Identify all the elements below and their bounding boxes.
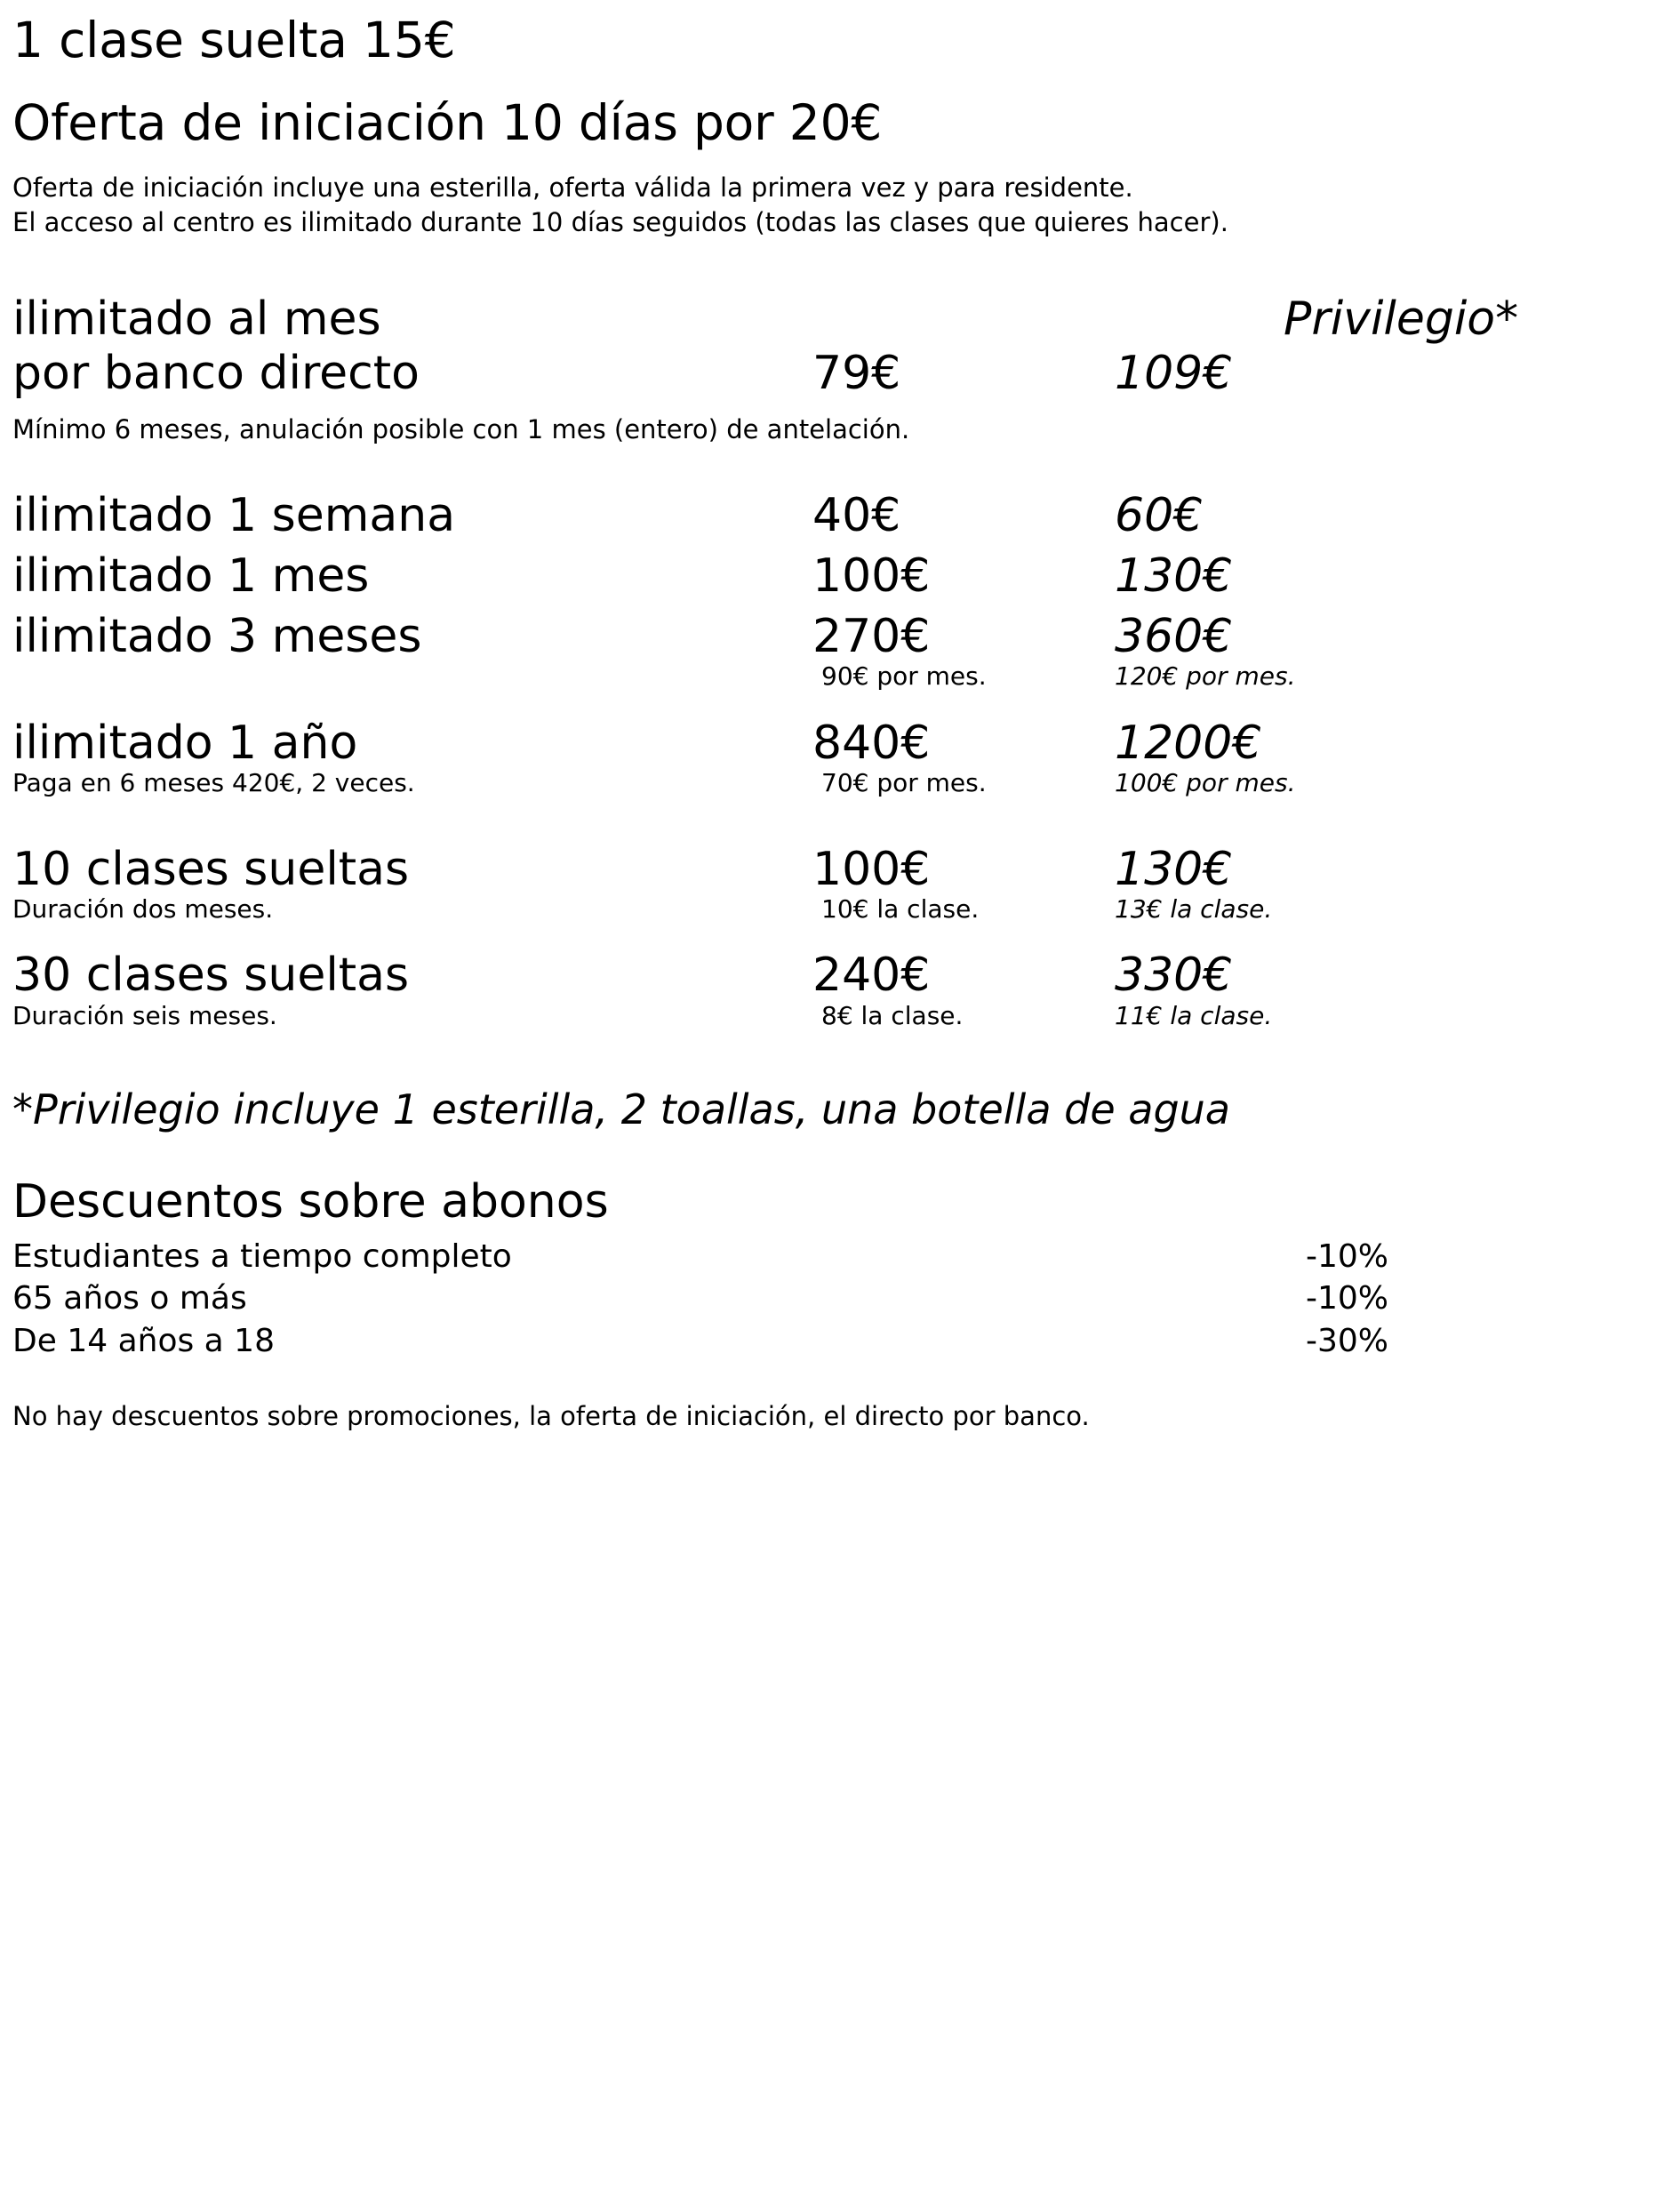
- monthly-plan-title-line2: por banco directo: [12, 347, 420, 401]
- discount-value: -10%: [1306, 1237, 1389, 1275]
- pack-label: 30 clases sueltas: [12, 949, 410, 1003]
- class-packs-table: [12, 842, 1644, 1031]
- table-row: [12, 718, 1644, 768]
- table-subrow: [12, 661, 1644, 692]
- plan-privilege-price: 360€: [1115, 610, 1233, 664]
- discounts-footnote: No hay descuentos sobre promociones, la oferta de iniciación, el directo por banco.: [12, 1401, 1090, 1432]
- monthly-plan-header-row: [12, 292, 1644, 347]
- intro-offer-note-line2: El acceso al centro es ilimitado durante 10 días seguidos (todas las clases que quieres hacer).: [12, 206, 1228, 237]
- spacer: [12, 444, 1644, 491]
- plan-price: 270€: [812, 610, 931, 664]
- plan-label: ilimitado 1 semana: [12, 488, 456, 542]
- table-row: [12, 1236, 1644, 1278]
- privilege-footnote: *Privilegio incluye 1 esterilla, 2 toallas, una botella de agua: [12, 1085, 1230, 1134]
- monthly-plan-privilege-price: 109€: [1115, 347, 1233, 401]
- privilege-column-header-cell: [812, 292, 1644, 346]
- table-row: [12, 1320, 1644, 1363]
- discount-value: -10%: [1306, 1280, 1389, 1317]
- spacer: [12, 692, 1644, 718]
- plan-label: ilimitado 1 año: [12, 716, 358, 770]
- monthly-plan-note: Mínimo 6 meses, anulación posible con 1 mes (entero) de antelación.: [12, 413, 910, 444]
- monthly-plan-price-row: [12, 347, 1644, 401]
- intro-offer-heading: Oferta de iniciación 10 días por 20€: [12, 94, 883, 151]
- table-subrow: [12, 1001, 1644, 1031]
- plan-sublabel: Paga en 6 meses 420€, 2 veces.: [12, 768, 415, 798]
- table-row: [12, 1277, 1644, 1320]
- table-row: [12, 551, 1644, 601]
- discount-label: 65 años o más: [12, 1280, 247, 1317]
- plan-privilege-subprice: 100€ por mes.: [1115, 768, 1296, 798]
- intro-offer-note: [12, 171, 1644, 239]
- plan-privilege-price: 1200€: [1115, 716, 1262, 770]
- table-row: [12, 488, 1644, 542]
- plan-subprice: 90€ por mes.: [821, 661, 987, 692]
- table-row: [12, 842, 1644, 896]
- discount-label: Estudiantes a tiempo completo: [12, 1237, 512, 1275]
- unlimited-plans-table: [12, 488, 1644, 798]
- pack-sublabel: Duración seis meses.: [12, 1000, 277, 1030]
- pack-price: 100€: [812, 842, 931, 896]
- pack-sublabel: Duración dos meses.: [12, 893, 274, 924]
- spacer: [12, 924, 1644, 950]
- table-row: [12, 949, 1644, 1003]
- plan-privilege-subprice: 120€ por mes.: [1115, 661, 1296, 692]
- discount-value: -30%: [1306, 1322, 1389, 1359]
- discounts-table: [12, 1236, 1644, 1363]
- plan-privilege-price: 130€: [1115, 549, 1233, 603]
- discounts-title: Descuentos sobre abonos: [12, 1174, 609, 1229]
- pack-subprice: 10€ la clase.: [821, 893, 980, 924]
- spacer: [12, 798, 1644, 845]
- pack-label: 10 clases sueltas: [12, 842, 410, 896]
- privilege-column-header: Privilegio*: [1284, 292, 1519, 347]
- pack-privilege-price: 330€: [1115, 949, 1233, 1003]
- table-subrow: [12, 894, 1644, 925]
- table-row: [12, 610, 1644, 664]
- plan-price: 40€: [812, 488, 901, 542]
- plan-label: ilimitado 1 mes: [12, 549, 370, 603]
- plan-price: 840€: [812, 716, 931, 770]
- single-class-heading: 1 clase suelta 15€: [12, 12, 456, 68]
- monthly-plan-block: [12, 292, 1644, 444]
- discount-label: De 14 años a 18: [12, 1322, 275, 1359]
- pack-subprice: 8€ la clase.: [821, 1000, 964, 1030]
- monthly-plan-title-line1: ilimitado al mes: [12, 292, 381, 347]
- pack-privilege-subprice: 13€ la clase.: [1115, 893, 1273, 924]
- pack-privilege-price: 130€: [1115, 842, 1233, 896]
- table-subrow: [12, 768, 1644, 798]
- plan-price: 100€: [812, 549, 931, 603]
- plan-privilege-price: 60€: [1115, 488, 1204, 542]
- intro-offer-note-line1: Oferta de iniciación incluye una esterilla, oferta válida la primera vez y para residente.: [12, 172, 1133, 203]
- plan-label: ilimitado 3 meses: [12, 610, 422, 664]
- pack-price: 240€: [812, 949, 931, 1003]
- plan-subprice: 70€ por mes.: [821, 768, 987, 798]
- pack-privilege-subprice: 11€ la clase.: [1115, 1000, 1273, 1030]
- monthly-plan-price: 79€: [812, 347, 901, 401]
